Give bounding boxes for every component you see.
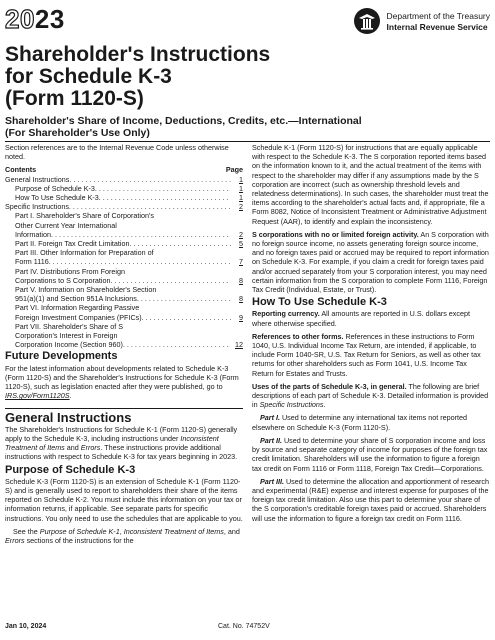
toc-entry-page[interactable]: 7 — [239, 257, 243, 267]
toc-entry[interactable] — [5, 175, 243, 184]
toc-entry-page[interactable]: 8 — [239, 275, 243, 285]
toc-entry-label: Part III. Other Information for Preparation of Form 1116 . . . — [15, 248, 231, 266]
toc-entry-page[interactable]: 2 — [239, 229, 243, 239]
intro-text: Section references are to the Internal Revenue Code unless otherwise noted. — [5, 143, 229, 162]
reporting-currency-text: Reporting currency. All amounts are reported in U.S. dollars except where otherwise specified. — [252, 309, 470, 328]
general-instructions-text: The Shareholder's Instructions for Schedule K-1 (Form 1120-S) generally apply to the Schedule K-3, including instructions under Inconsistent Treatment of Items and Errors. These instructions provide additional instructions with respect to Schedule K-3 for tax years beginning in 2023. — [5, 424, 238, 462]
document-subtitle: Shareholder's Share of Income, Deductions, Credits, etc.—International (For Shareholder's Use Only) — [5, 115, 362, 139]
continued-text: Schedule K-1 (Form 1120-S) for instructions that are equally applicable with respect to the Schedule K-3. The S corporation reported items based on the information known to it, and the actual treatment of the items with respect to the shareholder may differ if any assumptions made by the S corporation are incorrect (such as ownership threshold levels and relatedness determinations). In such cases, the shareholder must treat the items according to the shareholder's actual facts and, if appropriate, file a Form 8082, Notice of Inconsistent Treatment or Administrative Adjustment Request (AAR), to identify and explain the inconsistency. — [252, 143, 489, 226]
toc-entry-label: Part VII. Shareholder's Share of S Corporation's Interest in Foreign Corporation Income (Section 960) . . . — [15, 322, 231, 350]
toc-header: Contents Page — [5, 165, 243, 175]
agency-block — [353, 7, 490, 35]
purpose-heading: Purpose of Schedule K-3 — [5, 463, 136, 476]
toc-entry-page[interactable]: 5 — [239, 239, 243, 249]
toc-entry[interactable] — [5, 267, 243, 285]
toc-entry-label: How To Use Schedule K-3 . . . — [15, 193, 231, 202]
toc-entry-page[interactable]: 9 — [239, 312, 243, 322]
toc-entry-page[interactable]: 1 — [239, 193, 243, 203]
future-developments-text: For the latest information about developments related to Schedule K-3 (Form 1120-S) and the Shareholder's Instructions for Schedule K-3 (Form 1120-S), such as legislation enacted after they were published, go to IRS.gov/Form1120S. — [5, 363, 239, 401]
toc-entry[interactable] — [5, 193, 243, 202]
toc-entry[interactable] — [5, 202, 243, 211]
header-divider — [5, 141, 490, 142]
toc-entry-label: Purpose of Schedule K-3 . . . — [15, 184, 231, 193]
toc-entry[interactable] — [5, 211, 243, 239]
toc-entry-label: Specific Instructions . . . — [5, 202, 231, 211]
toc-entry[interactable] — [5, 239, 243, 248]
toc-entry[interactable] — [5, 303, 243, 321]
toc-entry-label: Part I. Shareholder's Share of Corporation's Other Current Year International Information . . . — [15, 211, 231, 239]
limited-activity-text: S corporations with no or limited foreign activity. An S corporation with no foreign source income, no assets generating foreign source income, and no foreign taxes paid or accrued may be required to report information on Schedule K-3. For example, if you claim a credit for foreign taxes paid and/or accrued separately from your S corporation interest, you may need certain information from the S corporation to complete Form 1116, Foreign Tax Credit (Individual, Estate, or Trust). — [252, 229, 489, 295]
toc-entry-page[interactable]: 8 — [239, 294, 243, 304]
agency-names: Department of the Treasury Internal Revenue Service — [386, 11, 490, 32]
revision-date: Jan 10, 2024 — [5, 623, 47, 630]
toc-entry-label: Part II. Foreign Tax Credit Limitation . . . — [15, 239, 231, 248]
toc-entry[interactable] — [5, 322, 243, 350]
right-column — [252, 143, 490, 527]
toc-entry-label: Part V. Information on Shareholder's Section 951(a)(1) and Section 951A Inclusions . . . — [15, 285, 231, 303]
toc-entry-page[interactable]: 1 — [239, 174, 243, 184]
toc-entry-label: General Instructions . . . — [5, 175, 231, 184]
toc-entry-label: Part VI. Information Regarding Passive Foreign Investment Companies (PFICs) . . . — [15, 303, 231, 321]
table-of-contents — [5, 175, 243, 350]
toc-entry[interactable] — [5, 248, 243, 266]
toc-entry-page[interactable]: 12 — [235, 340, 243, 350]
toc-entry[interactable] — [5, 285, 243, 303]
toc-entry[interactable] — [5, 184, 243, 193]
part-2-text: Part II. Used to determine your share of S corporation income and loss by source and separate category of income for purposes of the foreign tax credit limitation. Shareholders will use the information to figure a foreign tax credit on Form 1116 or Form 1118, Foreign Tax Credit—Corporations. — [252, 435, 488, 473]
references-text: References to other forms. References in these instructions to Form 1040, U.S. Individual Income Tax Return, are intended, if applicable, to include Form 1040-SR, U.S. Tax Return for Seniors, as well as other tax returns for other shareholders such as Form 1041, U.S. Income Tax Return for Estates and Trusts. — [252, 331, 481, 378]
toc-entry-page[interactable]: 2 — [239, 202, 243, 212]
form-year: 2023 — [5, 4, 65, 34]
document-title: Shareholder's Instructions for Schedule K-3 (Form 1120-S) — [5, 43, 271, 110]
catalog-number: Cat. No. 74752V — [218, 623, 270, 630]
toc-entry-page[interactable]: 1 — [239, 183, 243, 193]
uses-of-parts-text: Uses of the parts of Schedule K-3, in general. The following are brief descriptions of each part of Schedule K-3. Detailed information is provided in Specific Instructions. — [252, 381, 489, 410]
how-to-use-heading: How To Use Schedule K-3 — [252, 296, 387, 309]
irs-eagle-logo-icon — [353, 7, 381, 35]
irs-gov-link[interactable]: IRS.gov/Form1120S — [5, 391, 70, 401]
purpose-see-also-text: See the Purpose of Schedule K-1, Inconsistent Treatment of Items, and Errors sections of the instructions for the — [5, 526, 240, 545]
purpose-text: Schedule K-3 (Form 1120-S) is an extension of Schedule K-1 (Form 1120-S) and is generally used to report to shareholders their share of the items reported on Schedule K-2. You must include this information on your tax or information returns, if applicable. See separate parts for specific instructions. You only need to use the schedules that are applicable to you. — [5, 476, 243, 523]
toc-entry-label: Part IV. Distributions From Foreign Corporations to S Corporation . . . — [15, 267, 231, 285]
part-3-text: Part III. Used to determine the allocation and apportionment of research and experimental (R&E) expense and interest expense for purposes of the foreign tax credit limitation. Also use this part to determine your share of the S corporation's creditable foreign taxes paid or accrued. Shareholders will use the information to figure a foreign tax credit on Form 1116. — [252, 476, 489, 523]
left-column — [5, 143, 243, 549]
future-developments-heading: Future Developments — [5, 350, 118, 363]
part-1-text: Part I. Used to determine any international tax items not reported elsewhere on Schedule K-3 (Form 1120-S). — [252, 413, 467, 432]
general-instructions-heading: General Instructions — [5, 408, 243, 422]
